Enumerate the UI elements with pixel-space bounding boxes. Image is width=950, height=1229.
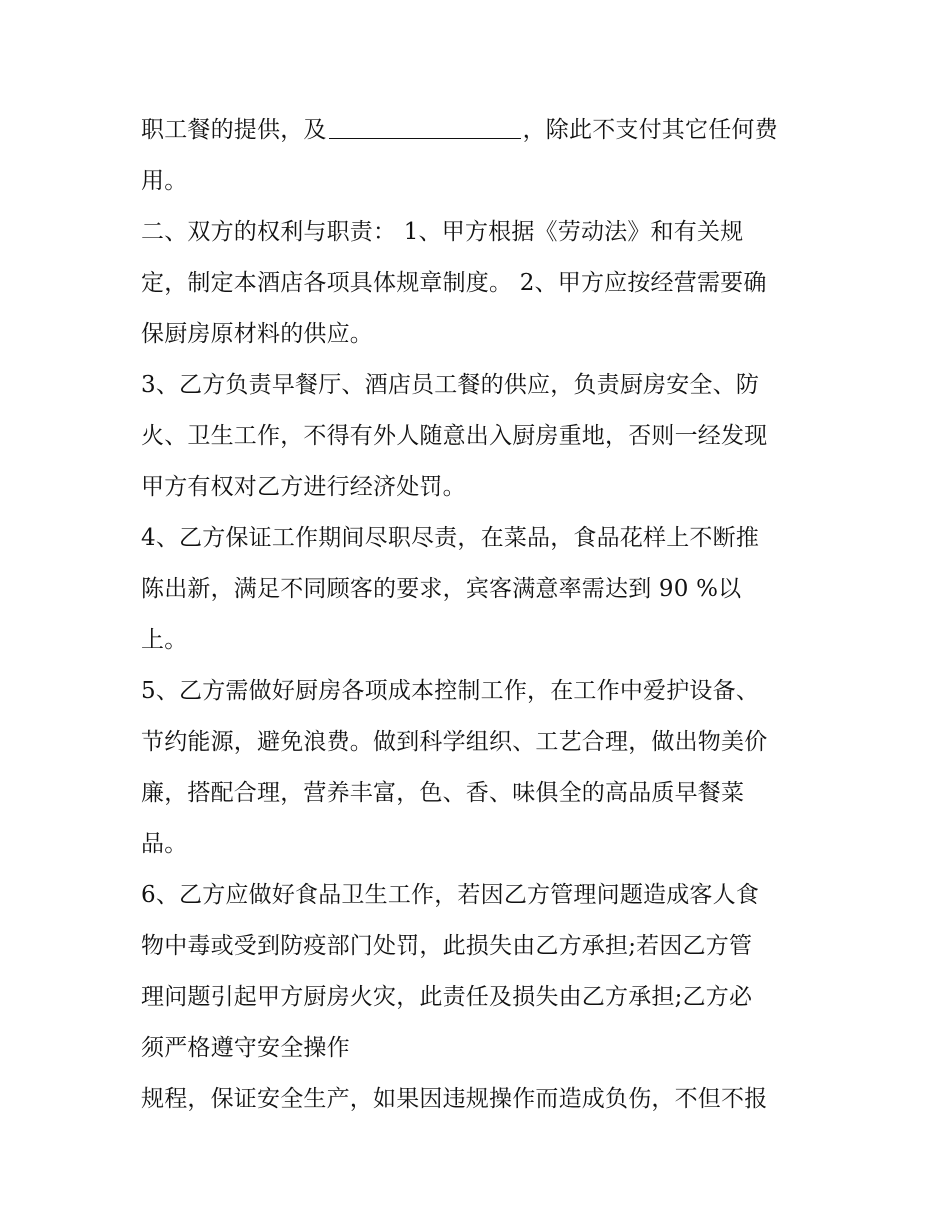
contract-body <box>141 105 821 1125</box>
text-line-1-before-blank: 职工餐的提供，及 <box>141 117 327 143</box>
text-line-4: 定，制定本酒店各项具体规章制度。 2、甲方应按经营需要确 <box>141 270 767 296</box>
text-line-3: 二、双方的权利与职责： 1、甲方根据《劳动法》和有关规 <box>141 219 744 245</box>
fill-in-blank <box>329 137 521 139</box>
text-line-1 <box>141 105 821 156</box>
text-line-11: 上。 <box>141 627 188 653</box>
text-line-1-after-blank: ，除此不支付其它任何费 <box>522 117 778 143</box>
text-line-5: 保厨房原材料的供应。 <box>141 321 373 347</box>
text-line-2: 用。 <box>141 168 188 194</box>
text-line-14: 廉，搭配合理，营养丰富，色、香、味俱全的高品质早餐菜 <box>141 780 745 806</box>
text-line-6: 3、乙方负责早餐厅、酒店员工餐的供应，负责厨房安全、防 <box>141 372 760 398</box>
text-line-20: 规程，保证安全生产，如果因违规操作而造成负伤，不但不报 <box>141 1086 768 1112</box>
text-line-12: 5、乙方需做好厨房各项成本控制工作，在工作中爱护设备、 <box>141 678 760 704</box>
text-line-7: 火、卫生工作，不得有外人随意出入厨房重地，否则一经发现 <box>141 423 768 449</box>
text-line-18: 理问题引起甲方厨房火灾，此责任及损失由乙方承担;乙方必 <box>141 984 753 1010</box>
text-line-10: 陈出新，满足不同顾客的要求，宾客满意率需达到 90 %以 <box>141 576 742 602</box>
text-line-9: 4、乙方保证工作期间尽职尽责，在菜品，食品花样上不断推 <box>141 525 760 551</box>
text-line-15: 品。 <box>141 831 188 857</box>
text-line-16: 6、乙方应做好食品卫生工作，若因乙方管理问题造成客人食 <box>141 882 760 908</box>
text-line-13: 节约能源，避免浪费。做到科学组织、工艺合理，做出物美价 <box>141 729 768 755</box>
text-line-8: 甲方有权对乙方进行经济处罚。 <box>141 474 466 500</box>
text-line-17: 物中毒或受到防疫部门处罚，此损失由乙方承担;若因乙方管 <box>141 933 753 959</box>
text-line-19: 须严格遵守安全操作 <box>141 1035 350 1061</box>
